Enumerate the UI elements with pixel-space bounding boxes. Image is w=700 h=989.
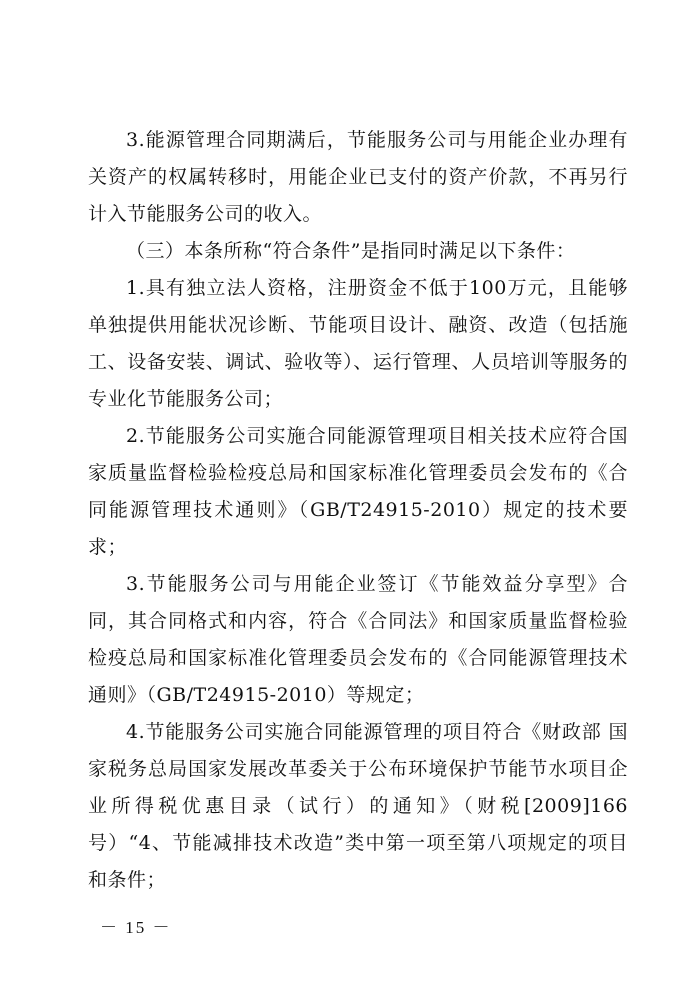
paragraph-condition-3: 3.节能服务公司与用能企业签订《节能效益分享型》合同，其合同格式和内容，符合《合同法》和国家质量监督检验检疫总局和国家标准化管理委员会发布的《合同能源管理技术通则》（GB/T24915-2010）等规定； — [88, 573, 628, 706]
paragraph-condition-2: 2.节能服务公司实施合同能源管理项目相关技术应符合国家质量监督检验检疫总局和国家标准化管理委员会发布的《合同能源管理技术通则》（GB/T24915-2010）规定的技术要求； — [88, 425, 628, 558]
paragraph-condition-4: 4.节能服务公司实施合同能源管理的项目符合《财政部 国家税务总局国家发展改革委关于公布环境保护节能节水项目企业所得税优惠目录（试行）的通知》（财税[2009]166号）“4、节能减排技术改造”类中第一项至第八项规定的项目和条件； — [88, 721, 628, 891]
paragraph-condition-1: 1.具有独立法人资格，注册资金不低于100万元，且能够单独提供用能状况诊断、节能项目设计、融资、改造（包括施工、设备安装、调试、验收等）、运行管理、人员培训等服务的专业化节能服务公司； — [88, 277, 628, 410]
page-number: － 15 － — [100, 918, 172, 937]
paragraph-asset-transfer: 3.能源管理合同期满后，节能服务公司与用能企业办理有关资产的权属转移时，用能企业已支付的资产价款，不再另行计入节能服务公司的收入。 — [88, 129, 628, 225]
paragraph-conditions-heading: （三）本条所称“符合条件”是指同时满足以下条件： — [126, 240, 576, 262]
document-body — [88, 122, 628, 899]
